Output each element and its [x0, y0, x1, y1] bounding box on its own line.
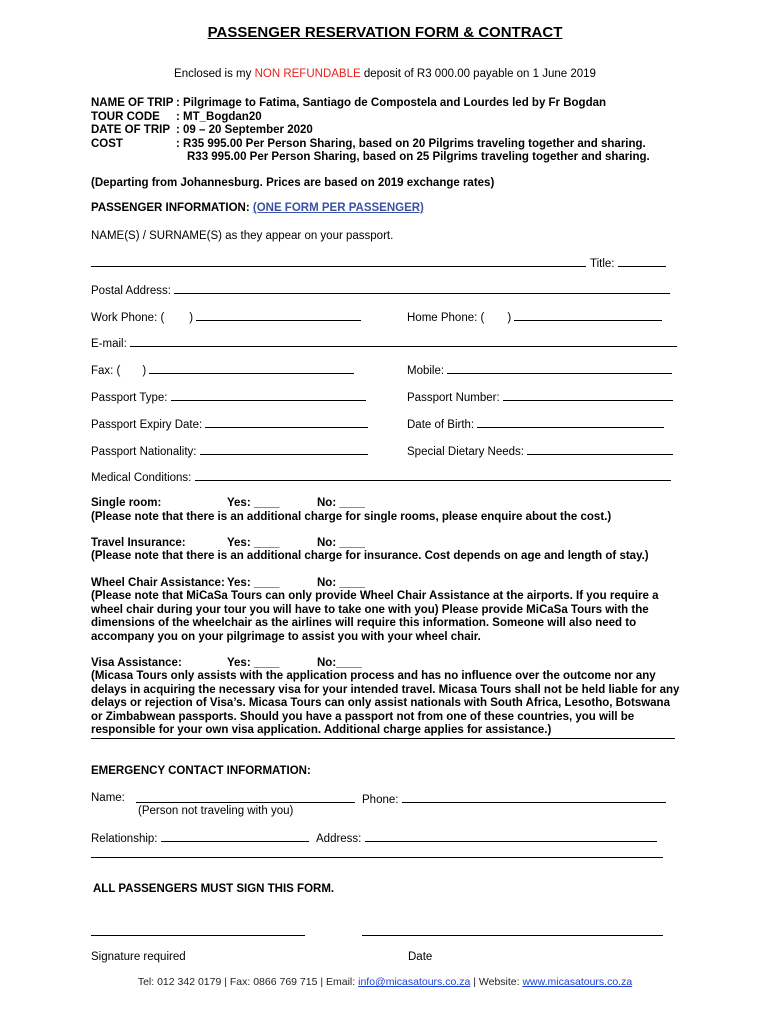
wheelchair-label: Wheel Chair Assistance:	[91, 577, 225, 589]
single-room-yes[interactable]: Yes: ____	[227, 497, 280, 509]
passport-expiry-field[interactable]: Passport Expiry Date:	[91, 417, 368, 431]
address-continuation-line[interactable]	[91, 857, 663, 858]
emergency-heading: EMERGENCY CONTACT INFORMATION:	[91, 765, 311, 777]
passport-number-field[interactable]: Passport Number:	[407, 390, 673, 404]
single-room-label: Single room:	[91, 497, 162, 509]
insurance-yes[interactable]: Yes: ____	[227, 537, 280, 549]
one-form-link[interactable]: (ONE FORM PER PASSENGER)	[252, 202, 424, 214]
mobile-field[interactable]: Mobile:	[407, 363, 672, 377]
name-field[interactable]	[91, 256, 586, 270]
visa-no[interactable]: No:____	[317, 657, 362, 669]
departing-note: (Departing from Johannesburg. Prices are based on 2019 exchange rates)	[91, 177, 495, 189]
emergency-phone-field[interactable]: Phone:	[362, 792, 666, 806]
passport-type-field[interactable]: Passport Type:	[91, 390, 366, 404]
work-phone-field[interactable]: Work Phone: ( )	[91, 310, 361, 324]
insurance-no[interactable]: No: ____	[317, 537, 365, 549]
date-label: Date	[408, 951, 433, 963]
deposit-statement: Enclosed is my NON REFUNDABLE deposit of R3 000.00 payable on 1 June 2019	[174, 68, 596, 80]
page-title: PASSENGER RESERVATION FORM & CONTRACT	[207, 24, 563, 41]
emergency-address-field[interactable]: Address:	[316, 831, 657, 845]
signature-label: Signature required	[91, 951, 186, 963]
insurance-note: (Please note that there is an additional charge for insurance. Cost depends on age and length of stay.)	[91, 550, 649, 562]
trip-values: : Pilgrimage to Fatima, Santiago de Compostela and Lourdes led by Fr Bogdan : MT_Bogdan20 : 09 – 20 September 2020 : R35 995.00 Per Person Sharing, based on 20 Pilgrims traveling together and sharing. R33 995.00 Per Person Sharing, based on 25 Pilgrims traveling together and sharing.	[176, 97, 650, 163]
wheelchair-no[interactable]: No: ____	[317, 577, 365, 589]
postal-address-field[interactable]: Postal Address:	[91, 283, 670, 297]
fax-field[interactable]: Fax: ( )	[91, 363, 354, 377]
email-field[interactable]: E-mail:	[91, 336, 677, 350]
divider-line	[91, 738, 675, 739]
passport-nationality-field[interactable]: Passport Nationality:	[91, 444, 368, 458]
date-of-birth-field[interactable]: Date of Birth:	[407, 417, 664, 431]
title-field[interactable]: Title:	[590, 256, 666, 270]
signature-line[interactable]	[91, 935, 305, 936]
date-line[interactable]	[362, 935, 663, 936]
single-room-no[interactable]: No: ____	[317, 497, 365, 509]
relationship-field[interactable]: Relationship:	[91, 831, 309, 845]
passenger-info-heading: PASSENGER INFORMATION: (ONE FORM PER PASSENGER)	[91, 202, 424, 214]
trip-labels: NAME OF TRIP TOUR CODE DATE OF TRIP COST	[91, 97, 174, 150]
names-note: NAME(S) / SURNAME(S) as they appear on your passport.	[91, 230, 394, 242]
website-link[interactable]: www.micasatours.co.za	[522, 976, 633, 988]
visa-label: Visa Assistance:	[91, 657, 182, 669]
email-link[interactable]: info@micasatours.co.za	[358, 976, 471, 988]
emergency-name-note: (Person not traveling with you)	[138, 805, 294, 817]
footer: Tel: 012 342 0179 | Fax: 0866 769 715 | Email: info@micasatours.co.za | Website: www.micasatours.co.za	[137, 976, 633, 988]
emergency-name-label: Name:	[91, 792, 125, 804]
emergency-name-field[interactable]	[136, 792, 355, 806]
home-phone-field[interactable]: Home Phone: ( )	[407, 310, 662, 324]
single-room-note: (Please note that there is an additional charge for single rooms, please enquire about the cost.)	[91, 511, 612, 523]
dietary-needs-field[interactable]: Special Dietary Needs:	[407, 444, 673, 458]
sign-heading: ALL PASSENGERS MUST SIGN THIS FORM.	[93, 883, 335, 895]
insurance-label: Travel Insurance:	[91, 537, 186, 549]
visa-yes[interactable]: Yes: ____	[227, 657, 280, 669]
medical-conditions-field[interactable]: Medical Conditions:	[91, 470, 671, 484]
non-refundable-text: NON REFUNDABLE	[254, 68, 361, 80]
visa-note: (Micasa Tours only assists with the application process and has no influence over the outcome nor any delays in acquiring the necessary visa for your intended travel. Micasa Tours shall not be held liable for any delays or rejection of Visa’s. Micasa Tours can only assist nationals with South Africa, Lesotho, Botswana or Zimbabwean passports. Should you have a passport not from one of these countries, you will be responsible for your own visa application. Additional charge applies for assistance.)	[91, 670, 680, 737]
wheelchair-note: (Please note that MiCaSa Tours can only provide Wheel Chair Assistance at the airports. If you require a wheel chair during your tour you will have to take one with you) Please provide MiCaSa Tours with the dimensions of the wheelchair as the airlines will require this information. Someone will also need to accompany you on your pilgrimage to assist you with your wheel chair.	[91, 590, 659, 643]
wheelchair-yes[interactable]: Yes: ____	[227, 577, 280, 589]
